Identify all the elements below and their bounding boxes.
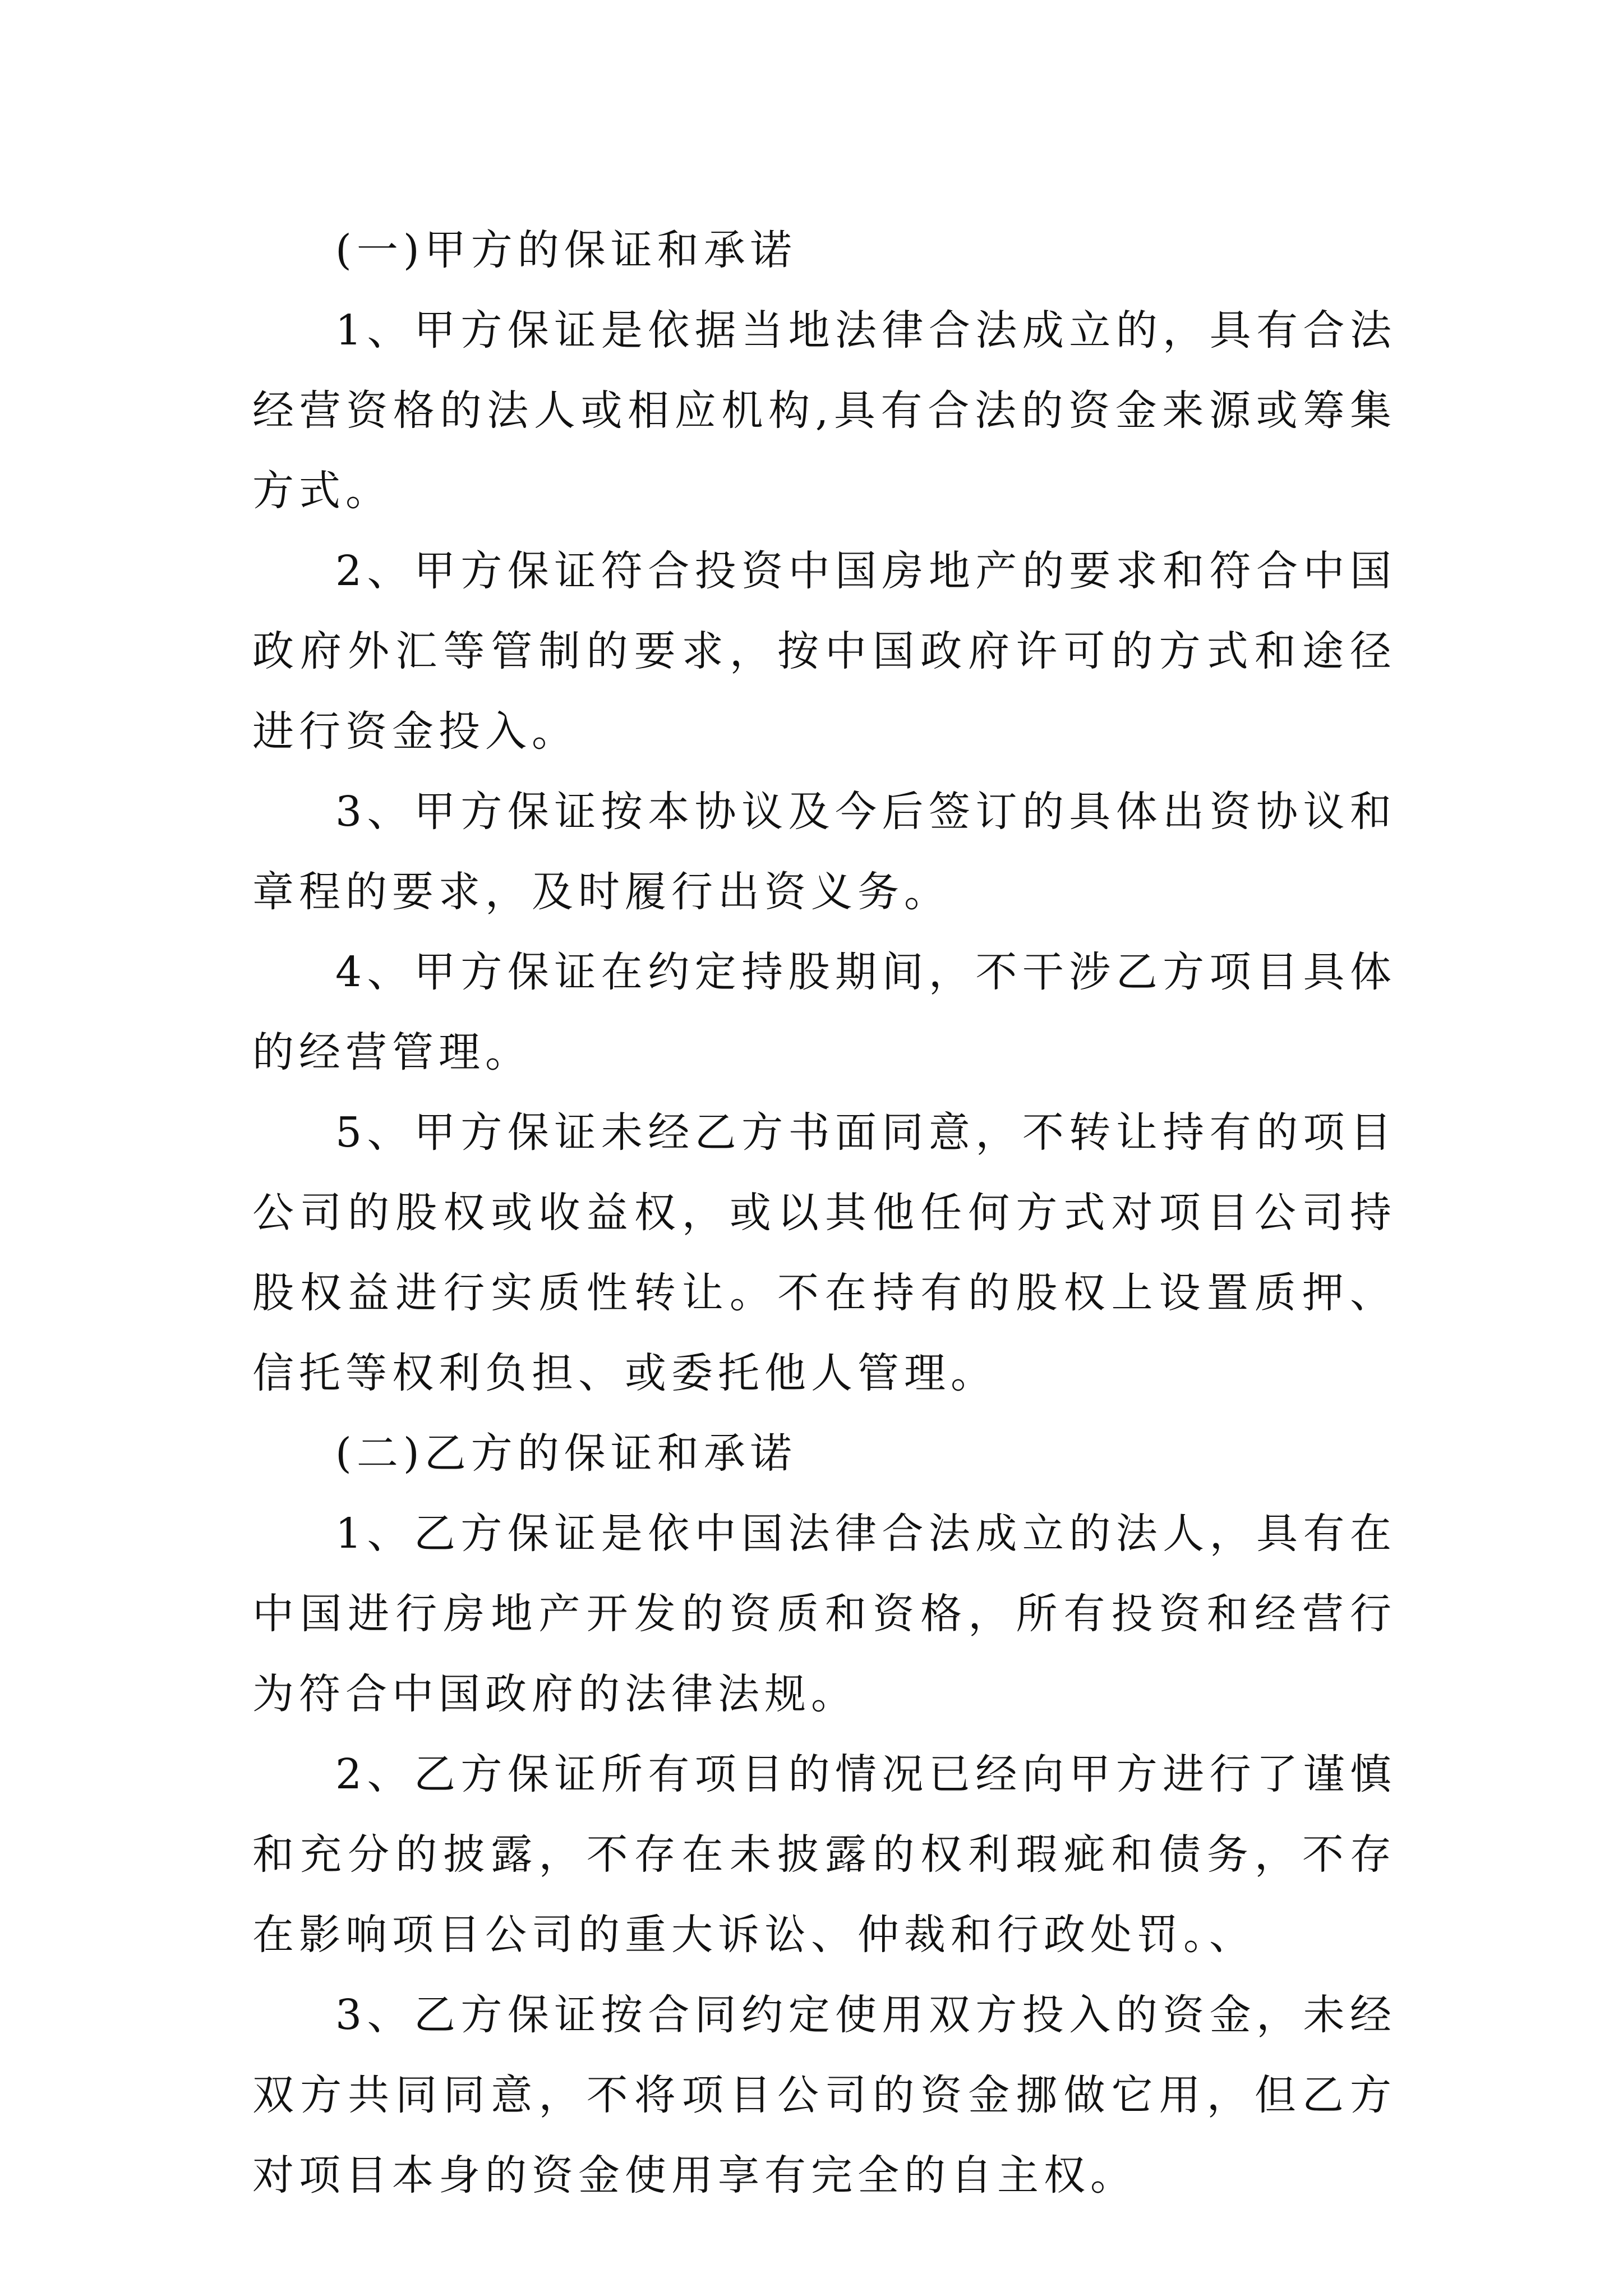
section-a-item-1: 1、甲方保证是依据当地法律合法成立的，具有合法经营资格的法人或相应机构,具有合法的资金来源或筹集方式。 (252, 306, 1396, 515)
document-body (252, 210, 1396, 2216)
section-a-item-3: 3、甲方保证按本协议及今后签订的具体出资协议和章程的要求，及时履行出资义务。 (252, 788, 1396, 916)
section-a-heading: (一)甲方的保证和承诺 (335, 226, 797, 274)
section-b-item-3: 3、乙方保证按合同约定使用双方投入的资金，未经双方共同同意，不将项目公司的资金挪做它用，但乙方对项目本身的资金使用享有完全的自主权。 (252, 1991, 1396, 2200)
section-a-item-2: 2、甲方保证符合投资中国房地产的要求和符合中国政府外汇等管制的要求，按中国政府许可的方式和途径进行资金投入。 (252, 547, 1396, 756)
section-b-heading: (二)乙方的保证和承诺 (335, 1429, 797, 1478)
section-a-item-4: 4、甲方保证在约定持股期间，不干涉乙方项目具体的经营管理。 (252, 948, 1396, 1076)
section-b-item-1: 1、乙方保证是依中国法律合法成立的法人，具有在中国进行房地产开发的资质和资格，所有投资和经营行为符合中国政府的法律法规。 (252, 1510, 1396, 1718)
section-b-item-2: 2、乙方保证所有项目的情况已经向甲方进行了谨慎和充分的披露，不存在未披露的权利瑕疵和债务，不存在影响项目公司的重大诉讼、仲裁和行政处罚。、 (252, 1750, 1396, 1959)
section-a-item-5: 5、甲方保证未经乙方书面同意，不转让持有的项目公司的股权或收益权，或以其他任何方式对项目公司持股权益进行实质性转让。不在持有的股权上设置质押、信托等权利负担、或委托他人管理。 (252, 1108, 1396, 1397)
